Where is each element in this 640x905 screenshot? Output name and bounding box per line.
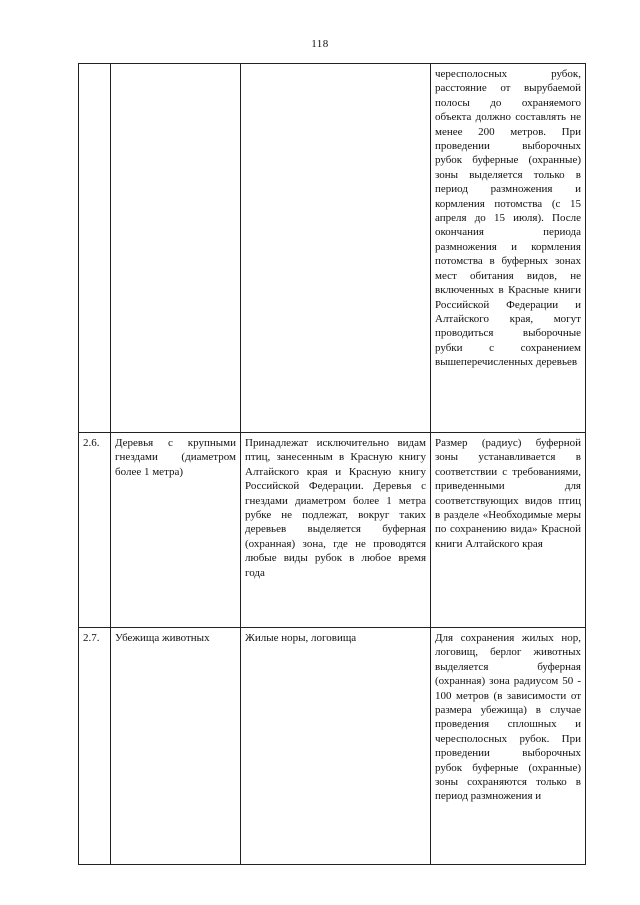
description-cell: Принадлежат исключительно видам птиц, занесенным в Красную книгу Алтайского края и Красную книгу Российской Федерации. Деревья с гнездами диаметром более 1 метра рубке не подлежат, вокруг таких деревьев выделяется буферная (охранная) зона, где не проводятся любые виды рубок в любое время года xyxy=(241,433,431,628)
object-cell: Убежища животных xyxy=(111,628,241,865)
requirements-cell: Размер (радиус) буферной зоны устанавливается в соответствии с требованиями, приведенными для соответствующих видов птиц в разделе «Необходимые меры по сохранению вида» Красной книги Алтайского края xyxy=(431,433,586,628)
page-number: 118 xyxy=(311,38,329,50)
object-cell: Деревья с крупными гнездами (диаметром более 1 метра) xyxy=(111,433,241,628)
row-number-cell: 2.7. xyxy=(79,628,111,865)
description-cell: Жилые норы, логовища xyxy=(241,628,431,865)
table-row xyxy=(79,433,586,628)
requirements-cell: чересполосных рубок, расстояние от вырубаемой полосы до охраняемого объекта должно составлять не менее 200 метров. При проведении выборочных рубок буферные (охранные) зоны выделяется только в период размножения и кормления потомства (с 15 апреля до 15 июля). После окончания периода размножения и кормления потомства в буферных зонах мест обитания видов, не включенных в Красные книги Российской Федерации и Алтайского края, могут проводиться выборочные рубки с сохранением вышеперечисленных деревьев xyxy=(431,64,586,433)
table-row xyxy=(79,628,586,865)
row-number-cell xyxy=(79,64,111,433)
document-table xyxy=(78,63,586,865)
row-number-cell: 2.6. xyxy=(79,433,111,628)
object-cell xyxy=(111,64,241,433)
description-cell xyxy=(241,64,431,433)
table-row xyxy=(79,64,586,433)
requirements-cell: Для сохранения жилых нор, логовищ, берлог животных выделяется буферная (охранная) зона радиусом 50 - 100 метров (в зависимости от размера убежища) в случае проведения сплошных и чересполосных рубок. При проведении выборочных рубок буферные (охранные) зоны сохраняются только в период размножения и xyxy=(431,628,586,865)
